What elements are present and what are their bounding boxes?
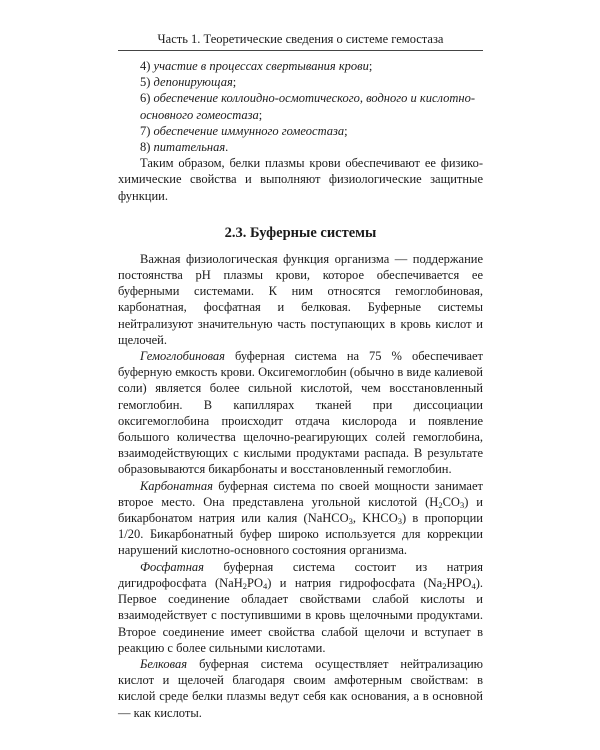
running-header: Часть 1. Теоретические сведения о системе гемостаза [157, 32, 444, 46]
list-item: 6) обеспечение коллоидно-осмотического, водного и кислотно-основного гомеостаза; [140, 91, 476, 122]
section-title: 2.3. Буферные системы [224, 224, 377, 241]
list-item: 4) участие в процессах свертывания крови; [140, 59, 373, 73]
list-item: 5) депонирующая; [140, 75, 237, 90]
header-divider [118, 50, 483, 51]
summary-paragraph: Таким образом, белки плазмы крови обеспечивают ее физико-химические свойства и выполняют физиологические защитные функции. [118, 156, 483, 203]
term-protein: Белковая [140, 656, 188, 671]
page-body [118, 58, 483, 721]
carbonate-paragraph: Карбонатная буферная система по своей мощности занимает второе место. Она представлена угольной кислотой $(H_2CO_3)$ и бикарбонатом натрия или калия (NaHCO$_3$, $KHCO_3$) в пропорции 1/20. Бикарбонатный буфер широко используется для коррекции нарушений кислотно-основного состояния организма. [118, 478, 484, 558]
term-hemoglobin: Гемоглобиновая [140, 349, 225, 364]
list-item: 8) питательная. [140, 140, 229, 155]
term-phosphate: Фосфатная [140, 559, 204, 574]
phosphate-paragraph: Фосфатная буферная система состоит из натрия дигидрофосфата $(NaH_2PO_4)$ и натрия гидрофосфата $(Na_2HPO_4)$. Первое соединение обладает свойствами слабой кислоты и взаимодействует с поступившими в кровь щелочными продуктами. Второе соединение имеет свойства слабой щелочи и вступает в реакцию с более сильными кислотами. [118, 559, 483, 655]
intro-paragraph: Важная физиологическая функция организма — поддержание постоянства рН плазмы крови, которое обеспечивается ее буферными системами. К ним относятся гемоглобиновая, карбонатная, фосфатная и белковая. Буферные системы нейтрализуют значительную часть поступающих в кровь кислот и щелочей. [118, 251, 483, 347]
function-list [118, 58, 483, 155]
hemoglobin-paragraph: Гемоглобиновая буферная система на 75 % обеспечивает буферную емкость крови. Оксигемоглобин (обычно в виде калиевой соли) является более сильной кислотой, чем восстановленный гемоглобин. В капиллярах тканей при диссоциации оксигемоглобина происходит отдача кислорода и появление большого количества щелочно-реагирующих солей гемоглобина, взаимодействующих с кислыми продуктами распада. В результате образовываются бикарбонаты и восстановленный гемоглобин. [118, 349, 483, 477]
protein-paragraph: Белковая буферная система осуществляет нейтрализацию кислот и щелочей благодаря своим амфотерным свойствам: в кислой среде белки плазмы ведут себя как основания, а в основной — как кислоты. [118, 656, 483, 720]
term-carbonate: Карбонатная [140, 478, 213, 493]
list-item: 7) обеспечение иммунного гомеостаза; [140, 123, 348, 138]
